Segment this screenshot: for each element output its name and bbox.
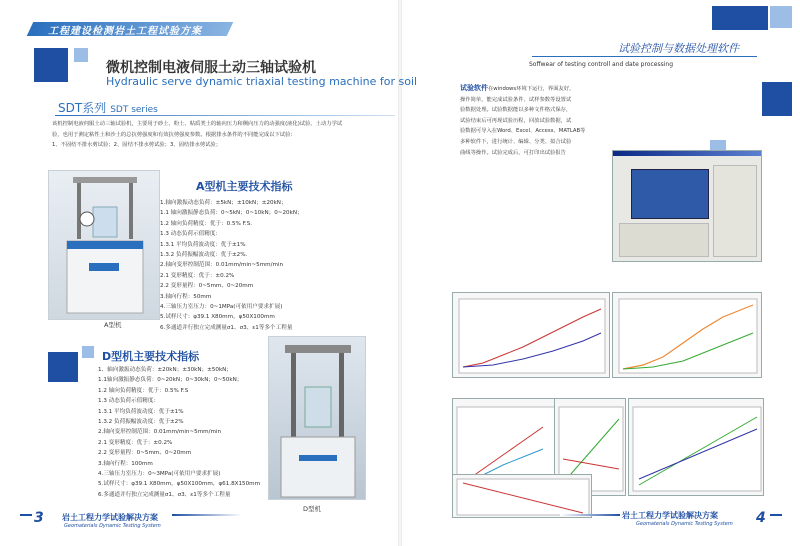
desc-line-first: 在windows环境下运行，界面友好， — [488, 86, 575, 92]
software-chart-screenshot — [452, 474, 592, 518]
d-machine-photo — [268, 336, 366, 500]
d-spec-list — [98, 365, 260, 500]
desc-line: 验数据可导入在Word、Excel、Access、MATLAB等 — [460, 128, 586, 135]
chart-thumbnail — [453, 475, 593, 519]
a-spec-title: A型机主要技术指标 — [196, 180, 293, 193]
spec-item: 2.轴向变形控制范围：0.01mm/min~5mm/min — [160, 262, 284, 269]
spec-item: 1.1 轴向激振静态负荷：0~5kN；0~10kN；0~20kN； — [160, 210, 303, 217]
d-spec-title: D型机主要技术指标 — [102, 350, 200, 363]
footer-title-en: Geomaterials Dynamic Testing System — [636, 521, 733, 527]
footer-title-cn: 岩土工程力学试验解决方案 — [62, 513, 158, 522]
spec-item: 1.3 动态负荷示值精度： — [98, 398, 160, 405]
spec-item: 2.轴向变形控制范围：0.01mm/min~5mm/min — [98, 429, 222, 436]
spec-item: 1.3.1 平均负荷波动度：优于±1% — [98, 408, 184, 415]
spec-item: 1.3.2 负荷振幅波动度：优于±2%． — [160, 252, 252, 259]
a-spec-list — [160, 198, 303, 333]
spec-item: 6.多通道并行独立完成测量σ1、σ3、ε1等多个工程量 — [160, 324, 293, 331]
footer-title-en: Geomaterials Dynamic Testing System — [64, 523, 161, 529]
spec-item: 4.三轴压力室压力：0~3MPa(可依用户要求扩展) — [98, 471, 221, 478]
spec-item: 1.3.1 平均负荷波动度：优于±1% — [160, 241, 246, 248]
software-chart-screenshot — [628, 398, 764, 496]
series-label-cn: SDT系列 — [58, 101, 107, 115]
spec-item: 5.试样尺寸：φ39.1 X80mm，φ50X100mm，φ61.8X150mm — [98, 481, 261, 488]
d-machine-illustration — [269, 337, 367, 501]
plot-area — [631, 169, 709, 219]
a-machine-photo — [48, 170, 160, 320]
product-title-cn: 微机控制电液伺服土动三轴试验机 — [106, 60, 316, 76]
spec-item: 2.2 变形量程：0~5mm、0~20mm — [98, 450, 192, 457]
spec-item: 1.2 轴向负荷精度：优于：0.5% F.S — [98, 387, 189, 394]
desc-lead: 试验软件 — [460, 84, 488, 92]
software-chart-screenshot — [612, 292, 762, 378]
series-label-en: SDT series — [110, 105, 158, 115]
chart-thumbnail — [629, 399, 765, 497]
footer-title-cn: 岩土工程力学试验解决方案 — [622, 511, 718, 520]
product-title-en: Hydraulic serve dynamic triaxial testing machine for soil — [106, 75, 418, 88]
spec-item: 2.2 变形量程：0~5mm、0~20mm — [160, 283, 254, 290]
desc-line: 验数据处理。试验数据能以多种文件格式保存， — [460, 107, 572, 114]
desc-line: 曲线等操作。试验完成后，可打印出试验报告 — [460, 149, 566, 156]
spec-item: 2.1 变形精度：优于：±0.2% — [98, 439, 173, 446]
spec-item: 3.轴向行程：50mm — [160, 293, 212, 300]
software-title-rule — [532, 56, 757, 57]
desc-line: 试验结束后可再现试验历程，回放试验数据，试 — [460, 117, 572, 124]
series-label — [58, 99, 158, 116]
page-number: 4 — [756, 510, 766, 526]
spec-item: 5.试样尺寸：φ39.1 X80mm，φ50X100mm — [160, 314, 275, 321]
spec-item: 1.3 动态负荷示值精度： — [160, 231, 222, 238]
deco-square — [48, 352, 78, 382]
deco-square — [762, 82, 792, 116]
desc-line — [460, 83, 608, 95]
deco-square — [34, 48, 68, 82]
spec-item: 1.3.2 负荷振幅波动度：优于±2% — [98, 419, 184, 426]
status-panel — [619, 223, 709, 257]
a-machine-caption: A型机 — [104, 321, 122, 329]
d-machine-caption: D型机 — [303, 505, 322, 513]
intro-line: 验，也用于测定粘性土和沙土的总抗剪强度和有效抗剪强度参数。根据排水条件的不同能完成以下试验： — [52, 131, 296, 138]
spec-item: 1.1轴向激振静态负荷：0~20kN；0~30kN；0~50kN； — [98, 377, 243, 384]
software-main-screenshot — [612, 150, 762, 262]
software-title-cn: 试验控制与数据处理软件 — [618, 42, 739, 55]
spec-item: 4.三轴压力室压力：0~1MPa(可依用户要求扩展) — [160, 304, 283, 311]
deco-square — [770, 6, 792, 28]
chart-thumbnail — [613, 293, 763, 379]
deco-square — [82, 346, 94, 358]
software-description — [460, 83, 608, 158]
spec-item: 2.1 变形精度：优于：±0.2% — [160, 272, 235, 279]
footer-rule — [172, 514, 242, 516]
header-band-text: 工程建设检测岩土工程试验方案 — [48, 26, 202, 37]
desc-line: 多种软件下，进行统计、编辑、分类、拟合试验 — [460, 138, 572, 145]
software-chart-screenshot — [452, 292, 610, 378]
deco-square — [74, 48, 88, 62]
window-titlebar — [613, 151, 761, 156]
spec-item: 3.轴向行程：100mm — [98, 460, 153, 467]
deco-square — [712, 6, 768, 30]
series-divider — [55, 115, 395, 116]
chart-thumbnail — [453, 293, 611, 379]
a-machine-illustration — [49, 171, 161, 321]
footer-rule — [20, 514, 32, 516]
intro-text — [52, 119, 392, 151]
desc-line: 操作简单，能完成试验条件、试样参数等设置试 — [460, 96, 572, 103]
intro-line: 该机控制电液伺服土动三轴试验机，主要用于砂土、粉土、粘质类土的轴向压力和侧向压力的动强度(液化)试验、土动力学试 — [52, 121, 343, 127]
spec-item: 1.2 轴向负荷精度：优于：0.5% F.S. — [160, 220, 253, 227]
intro-line: 1、不固结不排水剪试验；2、固结不排水剪试验；3、固结排水剪试验； — [52, 142, 222, 148]
software-title-en: Soffwear of testing controll and date processing — [529, 61, 673, 68]
spec-item: 1、轴向激振动态负荷：±20kN；±30kN；±50kN； — [98, 367, 232, 373]
footer-rule — [560, 514, 620, 516]
spec-item: 1.轴向激振动态负荷：±5kN；±10kN；±20kN； — [160, 200, 287, 206]
page-number: 3 — [34, 510, 44, 526]
footer-rule — [770, 514, 782, 516]
control-panel — [713, 165, 757, 257]
spec-item: 6.多通道并行独立完成测量σ1、σ3、ε1等多个工程量 — [98, 491, 231, 498]
